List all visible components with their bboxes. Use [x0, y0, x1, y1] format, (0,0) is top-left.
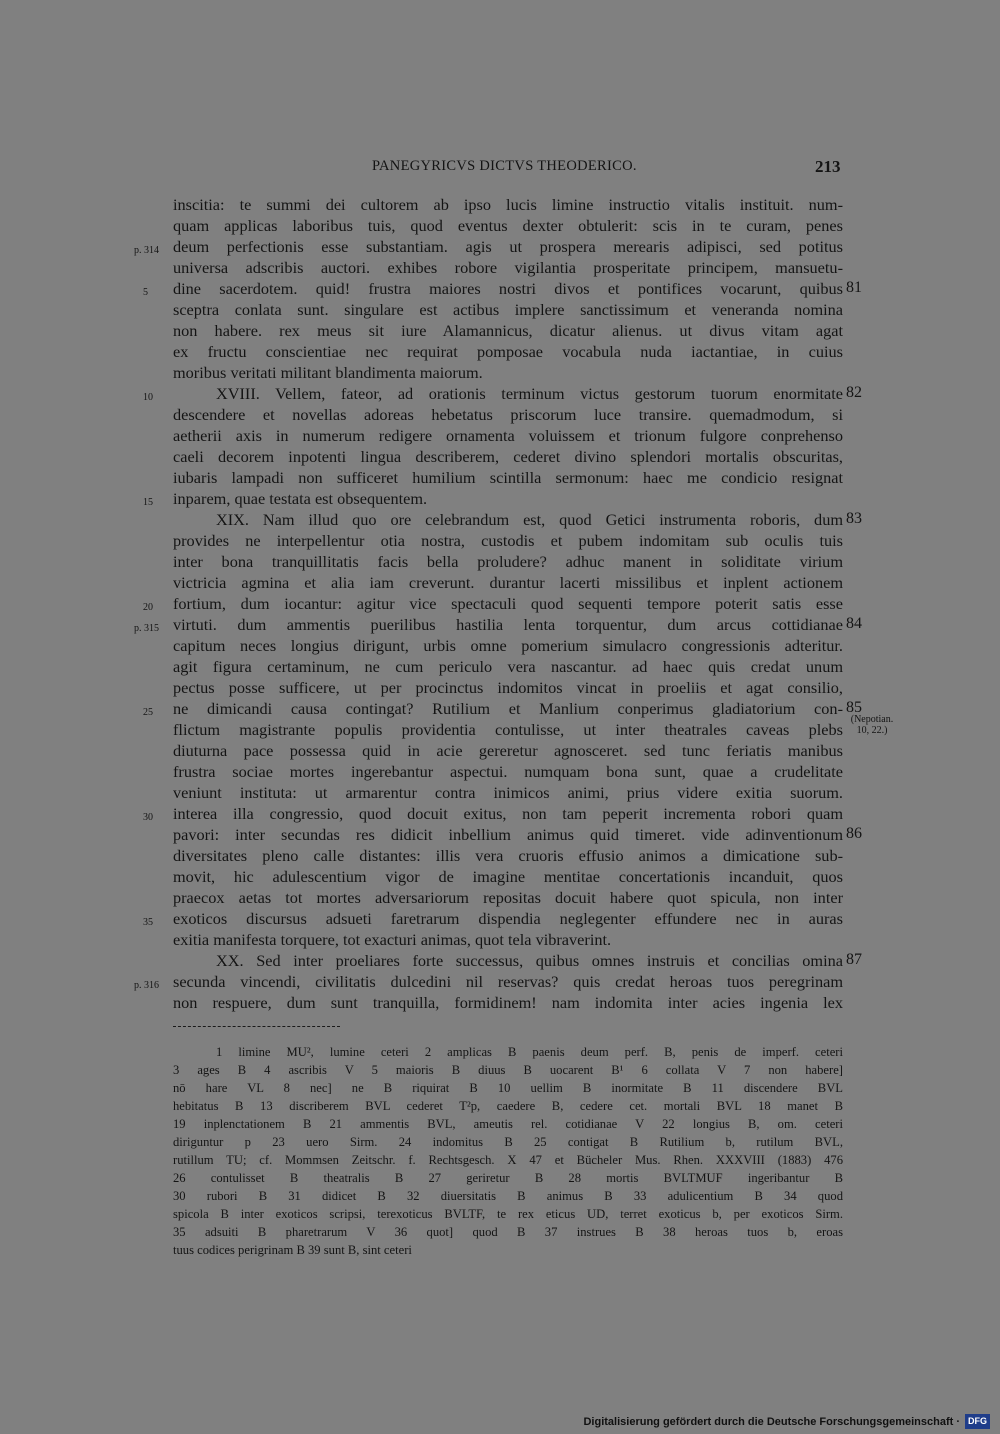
line-number: 20 [143, 602, 153, 613]
running-header: PANEGYRICVS DICTVS THEODERICO. [372, 158, 637, 174]
footnote-line: 1 limine MU², lumine ceteri 2 amplicas B paenis deum perf. B, penis de imperf. ceteri [216, 1045, 843, 1059]
text-line: virtuti. dum ammentis puerilibus hastilia lenta torquentur, dum arcus cottidianae [173, 615, 843, 634]
text-line: veniunt instituta: ut armarentur contra inimicos animi, prius videre exitia suorum. [173, 783, 843, 802]
text-line: pectus posse sufficere, ut per procinctus indomitos vincat in proeliis et agat consilio, [173, 678, 843, 697]
text-line: universa adscribis auctori. exhibes robore vigilantia prosperitate principem, mansuetu- [173, 258, 843, 277]
text-line: ex fructu conscientiae nec requirat pomposae vocabula nuda iactantiae, in cuius [173, 342, 843, 361]
footnote-line: 30 rubori B 31 didicet B 32 diuersitatis B animus B 33 adulicentium B 34 quod [173, 1189, 843, 1203]
text-line: fortium, dum iocantur: agitur vice spectaculi quod sequenti tempore poterit satis esse [173, 594, 843, 613]
text-line: aetherii axis in numerum redigere ornamenta voluissem et trionum fulgore conprehenso [173, 426, 843, 445]
text-line: inscitia: te summi dei cultorem ab ipso lucis limine instructio vitalis instituit. num- [173, 195, 843, 214]
text-line: diuturna pace possessa quid in acie gereretur agnosceret. sed tunc feriatis manibus [173, 741, 843, 760]
section-heading-line: XX. Sed inter proeliares forte successus, quibus omnes instruis et concilias omina [216, 951, 843, 970]
footnote-line: spicola B inter exoticos scripsi, terexoticus BVLTF, te rex eticus UD, terret exoticus b, per exoticos Sirm. [173, 1207, 843, 1221]
text-line: ne dimicandi causa contingat? Rutilium et Manlium conperimus gladiatorium con- [173, 699, 843, 718]
line-number: 30 [143, 812, 153, 823]
text-line: agit figura certaminum, ne cum periculo vera nascantur. ad haec quis credat unum [173, 657, 843, 676]
text-line: capitum neces longius dirigunt, urbis omne pomerium simulacro congressionis adteritur. [173, 636, 843, 655]
page-reference: p. 315 [134, 623, 159, 634]
text-line: non habere. rex meus sit iure Alamannicus, dicatur alienus. ut divus vitam agat [173, 321, 843, 340]
funding-notice: Digitalisierung gefördert durch die Deutsche Forschungsgemeinschaft · [583, 1416, 960, 1428]
margin-note-line: (Nepotian. [850, 714, 894, 725]
margin-note-line: 10, 22.) [856, 725, 888, 736]
text-line: diversitates pleno calle distantes: illis vera cruoris effusio animos a dimicatione sub- [173, 846, 843, 865]
footnote-line: diriguntur p 23 uero Sirm. 24 indomitus B 25 contigat B Rutilium b, rutilum BVL, [173, 1135, 843, 1149]
text-line: inparem, quae testata est obsequentem. [173, 489, 428, 508]
footnote-line: 26 contulisset B theatralis B 27 geriretur B 28 mortis BVLTMUF ingeribantur B [173, 1171, 843, 1185]
line-number: 35 [143, 917, 153, 928]
text-line: provides ne interpellentur otia nostra, custodis et pubem indomitam sub oculis tuis [173, 531, 843, 550]
text-line: flictum magistrante populis providentia contulisse, ut inter theatrales caveas plebs [173, 720, 843, 739]
footnote-line: nō hare VL 8 nec] ne B riquirat B 10 uellim B inormitate B 11 discendere BVL [173, 1081, 843, 1095]
text-line: caeli decorem inpotenti lingua describerem, cederet divino splendori mortalis obscuritas, [173, 447, 843, 466]
section-number: 87 [846, 951, 862, 968]
page-reference: p. 316 [134, 980, 159, 991]
text-line: exoticos discursus adsueti faretrarum dispendia neglegenter effundere nec in auras [173, 909, 843, 928]
line-number: 15 [143, 497, 153, 508]
text-line: moribus veritati militant blandimenta maiorum. [173, 363, 483, 382]
text-line: iubaris lampadi non sufficeret humilium scintilla sermonum: haec me condicio resignat [173, 468, 843, 487]
text-line: interea illa congressio, quod docuit exitus, non tam peperit incrementa robori quam [173, 804, 843, 823]
text-line: non respuere, dum sunt tranquilla, formidinem! nam indomita inter acies ingenia lex [173, 993, 843, 1012]
section-number: 83 [846, 510, 862, 527]
footnote-line: 35 adsuiti B pharetrarum V 36 quot] quod B 37 instrues B 38 heroas tuos b, eroas [173, 1225, 843, 1239]
text-line: quam applicas laboribus tuis, quod eventus dexter obtulerit: scis in te curam, penes [173, 216, 843, 235]
line-number: 25 [143, 707, 153, 718]
section-number: 82 [846, 384, 862, 401]
text-line: exitia manifesta torquere, tot exacturi animas, quot tela vibraverint. [173, 930, 612, 949]
footnote-line: hebitatus B 13 discriberem BVL cederet T²p, caedere B, cedere cet. mortali BVL 18 manet B [173, 1099, 843, 1113]
section-number: 84 [846, 615, 862, 632]
section-number: 81 [846, 279, 862, 296]
footnote-line: rutillum TU; cf. Mommsen Zeitschr. f. Rechtsgesch. X 47 et Bücheler Mus. Rhen. XXXVIII (1883) 476 [173, 1153, 843, 1167]
text-line: deum perfectionis esse substantiam. agis ut prospera merearis adipisci, sed potitus [173, 237, 843, 256]
section-heading-line: XVIII. Vellem, fateor, ad orationis terminum victus gestorum tuorum enormitate [216, 384, 843, 403]
dfg-logo[interactable]: DFG [965, 1414, 990, 1429]
text-line: inter bona tranquillitatis facis bella proludere? adhuc manent in soliditate virium [173, 552, 843, 571]
footnote-line: 3 ages B 4 ascribis V 5 maioris B diuus B uocarent B¹ 6 collata V 7 non habere] [173, 1063, 843, 1077]
page-number: 213 [815, 157, 841, 176]
text-line: frustra sociae mortes ingerebantur aspectui. numquam bona sunt, quae a crudelitate [173, 762, 843, 781]
page-reference: p. 314 [134, 245, 159, 256]
footnote-line: tuus codices perigrinam B 39 sunt B, sint ceteri [173, 1243, 412, 1257]
footnote-separator [173, 1026, 340, 1027]
text-line: secunda vincendi, civilitatis dulcedini nil reservas? quis credat heroas tuos peregrinam [173, 972, 843, 991]
line-number: 10 [143, 392, 153, 403]
text-line: praecox aetas tot mortes adversariorum repositas docuit habere quot spicula, non inter [173, 888, 843, 907]
footnote-line: 19 inplenctationem B 21 ammentis BVL, ameutis rel. cotidianae V 22 longius B, om. ceteri [173, 1117, 843, 1131]
line-number: 5 [143, 287, 148, 298]
section-number: 85 [846, 699, 862, 716]
section-heading-line: XIX. Nam illud quo ore celebrandum est, quod Getici instrumenta roboris, dum [216, 510, 843, 529]
text-line: movit, hic adulescentium vigor de imagine mentitae concertationis incanduit, quos [173, 867, 843, 886]
text-line: victricia agmina et alia iam creverunt. durantur lacerti missilibus et inplent actionem [173, 573, 843, 592]
margin-note [843, 714, 901, 736]
section-number: 86 [846, 825, 862, 842]
text-line: descendere et novellas adoreas hebetatus priscorum luce transire. quemadmodum, si [173, 405, 843, 424]
footer-bar [0, 1410, 1000, 1434]
text-line: sceptra conlata sunt. singulare est actibus implere sanctissimum et veneranda nomina [173, 300, 843, 319]
text-line: dine sacerdotem. quid! frustra maiores nostri divos et pontifices vocarunt, quibus [173, 279, 843, 298]
text-line: pavori: inter secundas res didicit inbellium animus quid timeret. vide adinventionum [173, 825, 843, 844]
